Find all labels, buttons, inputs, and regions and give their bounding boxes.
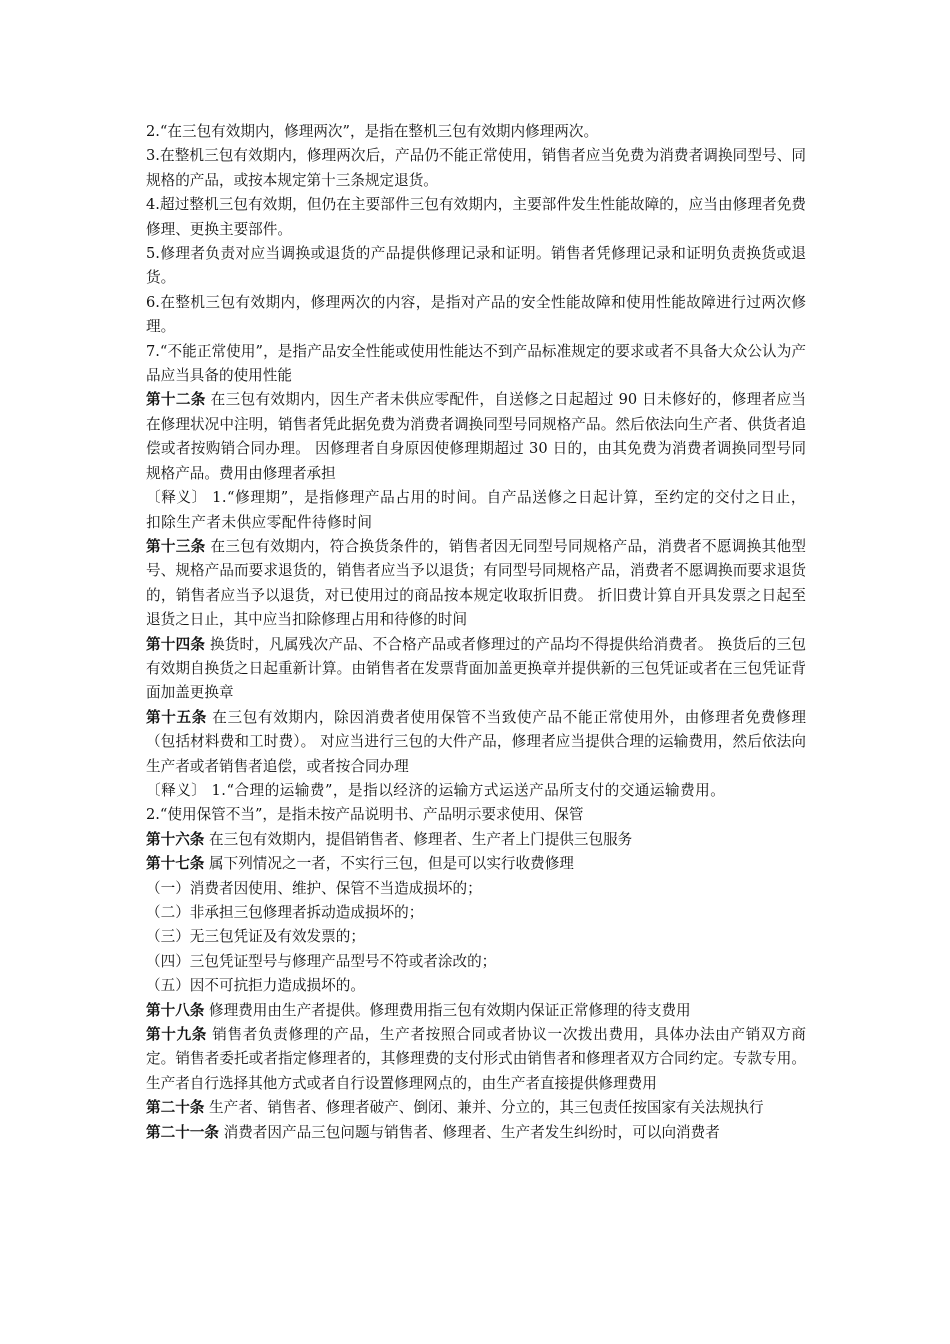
article-12 bbox=[146, 388, 806, 486]
article-heading: 第十七条 bbox=[146, 855, 205, 873]
list-item: （一）消费者因使用、维护、保管不当造成损坏的； bbox=[146, 879, 482, 897]
list-item: （四）三包凭证型号与修理产品型号不符或者涂改的； bbox=[146, 952, 497, 970]
article-body: 销售者负责修理的产品，生产者按照合同或者协议一次拨出费用，具体办法由产销双方商定。销售者委托或者指定修理者的，其修理费的支付形式由销售者和修理者双方合同约定。专款专用。生产者自行选择其他方式或者自行设置修理网点的，由生产者直接提供修理费用 bbox=[146, 1026, 806, 1092]
article-heading: 第二十条 bbox=[146, 1099, 205, 1117]
document-page bbox=[146, 120, 806, 1145]
paragraph-item-3: 3.在整机三包有效期内，修理两次后，产品仍不能正常使用，销售者应当免费为消费者调换同型号、同规格的产品，或按本规定第十三条规定退货。 bbox=[146, 147, 806, 189]
article-heading: 第十三条 bbox=[146, 537, 206, 555]
article-20 bbox=[146, 1096, 806, 1120]
interpretation-item: 2.“使用保管不当”，是指未按产品说明书、产品明示要求使用、保管 bbox=[146, 806, 584, 824]
article-14 bbox=[146, 633, 806, 706]
article-heading: 第十二条 bbox=[146, 391, 206, 409]
article-heading: 第十九条 bbox=[146, 1026, 207, 1044]
list-item: （三）无三包凭证及有效发票的； bbox=[146, 928, 365, 946]
article-18 bbox=[146, 999, 806, 1023]
article-21 bbox=[146, 1121, 806, 1145]
article-17 bbox=[146, 852, 806, 876]
list-item: （二）非承担三包修理者拆动造成损坏的； bbox=[146, 904, 424, 921]
article-15 bbox=[146, 706, 806, 779]
article-13 bbox=[146, 535, 806, 633]
article-body: 消费者因产品三包问题与销售者、修理者、生产者发生纠纷时，可以向消费者 bbox=[218, 1123, 720, 1141]
paragraph-item-2: 2.“在三包有效期内，修理两次”，是指在整机三包有效期内修理两次。 bbox=[146, 123, 599, 140]
list-item: （五）因不可抗拒力造成损坏的。 bbox=[146, 977, 365, 995]
article-heading: 第十八条 bbox=[146, 1001, 205, 1019]
article-body: 属下列情况之一者，不实行三包，但是可以实行收费修理 bbox=[204, 855, 574, 873]
paragraph-item-5: 5.修理者负责对应当调换或退货的产品提供修理记录和证明。销售者凭修理记录和证明负责换货或退货。 bbox=[146, 245, 806, 287]
article-heading: 第十五条 bbox=[146, 708, 207, 726]
article-body: 在三包有效期内，符合换货条件的，销售者因无同型号同规格产品，消费者不愿调换其他型号、规格产品而要求退货的，销售者应当予以退货；有同型号同规格产品，消费者不愿调换而要求退货的，销售者应当予以退货，对已使用过的商品按本规定收取折旧费。 折旧费计算自开具发票之日起至退货之日止，其中应当扣除修理占用和待修的时间 bbox=[146, 537, 806, 629]
article-body: 修理费用由生产者提供。修理费用指三包有效期内保证正常修理的待支费用 bbox=[204, 1001, 691, 1019]
article-body: 生产者、销售者、修理者破产、倒闭、兼并、分立的，其三包责任按国家有关法规执行 bbox=[204, 1099, 764, 1117]
article-body: 换货时，凡属残次产品、不合格产品或者修理过的产品均不得提供给消费者。 换货后的三包有效期自换货之日起重新计算。由销售者在发票背面加盖更换章并提供新的三包凭证或者在三包凭证背面加盖更换章 bbox=[146, 635, 806, 702]
article-heading: 第十四条 bbox=[146, 635, 206, 653]
interpretation-note: 〔释义〕 1.“修理期”，是指修理产品占用的时间。自产品送修之日起计算，至约定的交付之日止，扣除生产者未供应零配件待修时间 bbox=[146, 489, 806, 531]
article-heading: 第十六条 bbox=[146, 830, 205, 848]
paragraph-item-6: 6.在整机三包有效期内，修理两次的内容，是指对产品的安全性能故障和使用性能故障进行过两次修理。 bbox=[146, 293, 806, 336]
article-body: 在三包有效期内，提倡销售者、修理者、生产者上门提供三包服务 bbox=[204, 830, 633, 848]
paragraph-item-4: 4.超过整机三包有效期，但仍在主要部件三包有效期内，主要部件发生性能故障的，应当由修理者免费修理、更换主要部件。 bbox=[146, 196, 806, 238]
article-19 bbox=[146, 1023, 806, 1096]
paragraph-item-7: 7.“不能正常使用”，是指产品安全性能或使用性能达不到产品标准规定的要求或者不具备大众公认为产品应当具备的使用性能 bbox=[146, 342, 806, 385]
interpretation-note: 〔释义〕 1.“合理的运输费”，是指以经济的运输方式运送产品所支付的交通运输费用。 bbox=[146, 781, 726, 799]
article-heading: 第二十一条 bbox=[146, 1123, 219, 1141]
article-body: 在三包有效期内，因生产者未供应零配件，自送修之日起超过 90 日未修好的，修理者应当在修理状况中注明，销售者凭此据免费为消费者调换同型号同规格产品。然后依法向生产者、供货者追偿或者按购销合同办理。 因修理者自身原因使修理期超过 30 日的，由其免费为消费者调换同型号同规格产品。费用由修理者承担 bbox=[146, 391, 806, 482]
article-16 bbox=[146, 828, 806, 852]
article-body: 在三包有效期内，除因消费者使用保管不当致使产品不能正常使用外，由修理者免费修理（包括材料费和工时费）。 对应当进行三包的大件产品，修理者应当提供合理的运输费用，然后依法向生产者或者销售者追偿，或者按合同办理 bbox=[146, 708, 806, 775]
